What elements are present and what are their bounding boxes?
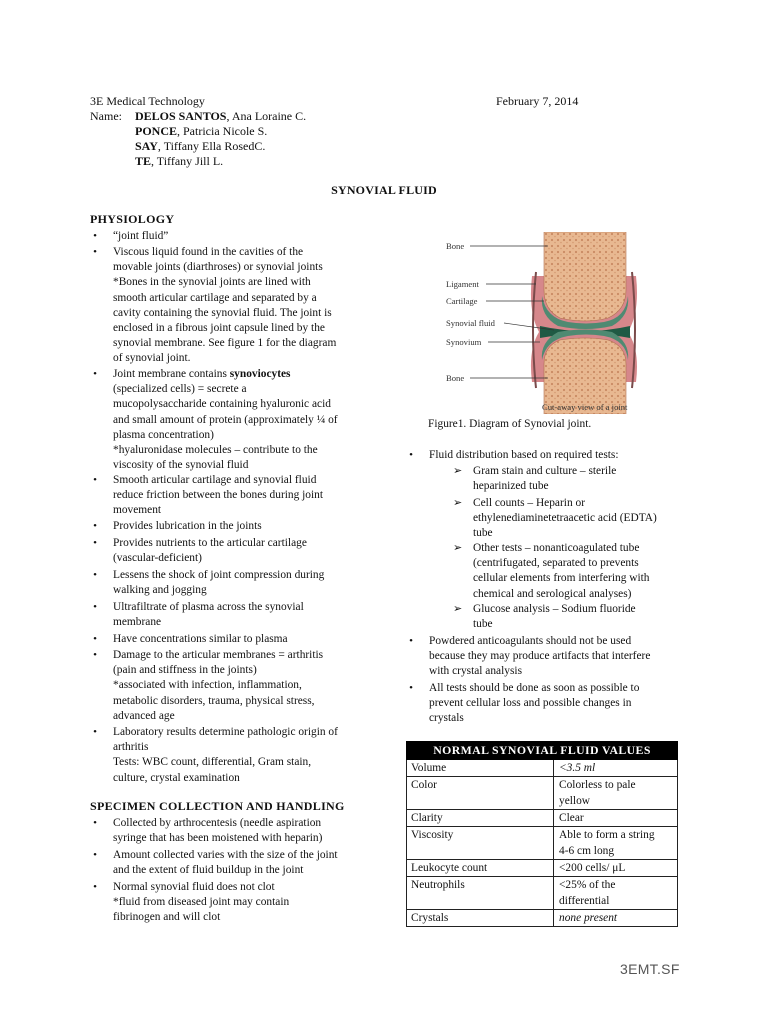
member-name: SAY, Tiffany Ella RosedC. — [135, 139, 266, 153]
table-row — [407, 760, 678, 777]
table-row — [407, 810, 678, 827]
text-line: (specialized cells) = secrete a — [113, 383, 247, 396]
physiology-heading: PHYSIOLOGY — [90, 212, 175, 226]
normal-values-table — [406, 741, 678, 927]
table-cell-label: Viscosity — [407, 827, 554, 860]
document-date: February 7, 2014 — [496, 94, 579, 108]
table-cell-value — [554, 877, 678, 910]
table-cell-label: Crystals — [407, 910, 554, 927]
text-line: tube — [473, 527, 493, 540]
text-line: crystals — [429, 712, 464, 725]
table-cell-label: Clarity — [407, 810, 554, 827]
table-cell-label: Volume — [407, 760, 554, 777]
class-name: 3E Medical Technology — [90, 94, 205, 108]
text-line: Amount collected varies with the size of the joint — [113, 849, 338, 861]
value-line: none present — [559, 912, 618, 924]
text-line: smooth articular cartilage and separated by a — [113, 291, 317, 304]
specimen-heading: SPECIMEN COLLECTION AND HANDLING — [90, 799, 345, 813]
value-line: yellow — [559, 795, 591, 807]
text-line: Powdered anticoagulants should not be used — [429, 635, 632, 647]
table-row — [407, 877, 678, 910]
table-cell-label: Leukocyte count — [407, 860, 554, 877]
text-line: *fluid from diseased joint may contain — [113, 896, 290, 909]
text-line: Collected by arthrocentesis (needle aspiration — [113, 817, 322, 829]
text-line: cavity containing the synovial fluid. The joint is — [113, 306, 332, 319]
text-line: cellular elements from interfering with — [473, 572, 650, 585]
table-cell-label: Color — [407, 777, 554, 810]
text-line: syringe that has been moistened with heparin) — [113, 832, 323, 845]
table-row — [407, 910, 678, 927]
text-line: *hyaluronidase molecules – contribute to the — [113, 444, 318, 457]
table-cell-value — [554, 810, 678, 827]
table-title: NORMAL SYNOVIAL FLUID VALUES — [407, 742, 678, 760]
text-line: Laboratory results determine pathologic origin of — [113, 726, 338, 738]
text-line: Gram stain and culture – sterile — [473, 465, 617, 477]
text-line: (vascular-deficient) — [113, 552, 202, 565]
text-line: of synovial joint. — [113, 352, 191, 365]
table-cell-value — [554, 860, 678, 877]
text-line: metabolic disorders, trauma, physical stress, — [113, 694, 315, 707]
text-line: Cell counts – Heparin or — [473, 497, 585, 509]
value-line: Clear — [559, 812, 584, 824]
text-line: prevent cellular loss and possible changes in — [429, 697, 632, 710]
text-line: fibrinogen and will clot — [113, 911, 221, 924]
table-cell-value — [554, 827, 678, 860]
text-line: Viscous liquid found in the cavities of the — [113, 246, 304, 258]
text-line: plasma concentration) — [113, 428, 214, 441]
text-line: mucopolysaccharide containing hyaluronic acid — [113, 398, 331, 411]
value-line: Colorless to pale — [559, 779, 636, 791]
footer-code: 3EMT.SF — [620, 961, 680, 977]
text-line: *associated with infection, inflammation, — [113, 679, 302, 692]
text-line: arthritis — [113, 741, 149, 754]
table-row — [407, 777, 678, 810]
figure-label-bone-bottom: Bone — [446, 373, 465, 383]
text-line: (centrifugated, separated to prevents — [473, 557, 639, 570]
figure-label-ligament: Ligament — [446, 279, 479, 289]
text-line: chemical and serological analyses) — [473, 587, 632, 600]
table-row — [407, 827, 678, 860]
text-line: Tests: WBC count, differential, Gram stain, — [113, 756, 312, 769]
text-line: All tests should be done as soon as possible to — [429, 682, 640, 694]
text-line: enclosed in a fibrous joint capsule lined by the — [113, 322, 325, 335]
text-line: heparinized tube — [473, 480, 549, 493]
value-line: 4-6 cm long — [559, 845, 615, 857]
text-line: synovial membrane. See figure 1 for the diagram — [113, 337, 337, 350]
figure-bottom-label: Cut-away view of a joint — [542, 402, 628, 412]
text-line: ethylenediaminetetraacetic acid (EDTA) — [473, 512, 657, 525]
figure-caption: Figure1. Diagram of Synovial joint. — [428, 418, 592, 430]
text-line: Glucose analysis – Sodium fluoride — [473, 603, 636, 615]
text-line: because they may produce artifacts that interfere — [429, 650, 651, 663]
table-row — [407, 860, 678, 877]
text-line: walking and jogging — [113, 584, 207, 597]
value-line: <3.5 ml — [559, 762, 596, 774]
text-line: and the extent of fluid buildup in the joint — [113, 864, 304, 877]
text-line: Lessens the shock of joint compression during — [113, 569, 325, 581]
figure-label-synovial-fluid: Synovial fluid — [446, 318, 495, 328]
table-cell-value — [554, 760, 678, 777]
member-name: DELOS SANTOS, Ana Loraine C. — [135, 109, 307, 123]
member-name: TE, Tiffany Jill L. — [135, 154, 224, 168]
value-line: differential — [559, 895, 610, 907]
figure-label-bone-top: Bone — [446, 241, 465, 251]
name-label: Name: — [90, 109, 122, 123]
text-line: movement — [113, 504, 162, 517]
value-line: <200 cells/ μL — [559, 862, 626, 874]
text-line: viscosity of the synovial fluid — [113, 459, 249, 472]
text-line: with crystal analysis — [429, 665, 523, 678]
text-line: culture, crystal examination — [113, 771, 240, 784]
text-line: tube — [473, 618, 493, 631]
table-cell-label: Neutrophils — [407, 877, 554, 910]
table-cell-value — [554, 777, 678, 810]
text-line: Provides nutrients to the articular cartilage — [113, 537, 307, 549]
value-line: Able to form a string — [559, 829, 655, 841]
text-line: Other tests – nonanticoagulated tube — [473, 542, 640, 554]
value-line: <25% of the — [559, 879, 616, 891]
synovial-joint-diagram — [436, 232, 660, 414]
text-line: membrane — [113, 616, 162, 629]
text-line: Normal synovial fluid does not clot — [113, 881, 275, 893]
table-cell-value — [554, 910, 678, 927]
text-line: reduce friction between the bones during joint — [113, 489, 324, 502]
text-line: Smooth articular cartilage and synovial fluid — [113, 474, 317, 486]
text-line: and small amount of protein (approximately ¼ of — [113, 413, 338, 426]
text-line: Ultrafiltrate of plasma across the synovial — [113, 601, 304, 613]
figure-label-cartilage: Cartilage — [446, 296, 478, 306]
text-line: *Bones in the synovial joints are lined with — [113, 276, 311, 289]
text-line: advanced age — [113, 709, 175, 722]
text-line: (pain and stiffness in the joints) — [113, 664, 257, 677]
text-line: movable joints (diarthroses) or synovial joints — [113, 261, 323, 274]
member-name: PONCE, Patricia Nicole S. — [135, 124, 268, 138]
document-title: SYNOVIAL FLUID — [331, 183, 437, 197]
figure-label-synovium: Synovium — [446, 337, 482, 347]
text-line: Damage to the articular membranes = arthritis — [113, 649, 324, 661]
